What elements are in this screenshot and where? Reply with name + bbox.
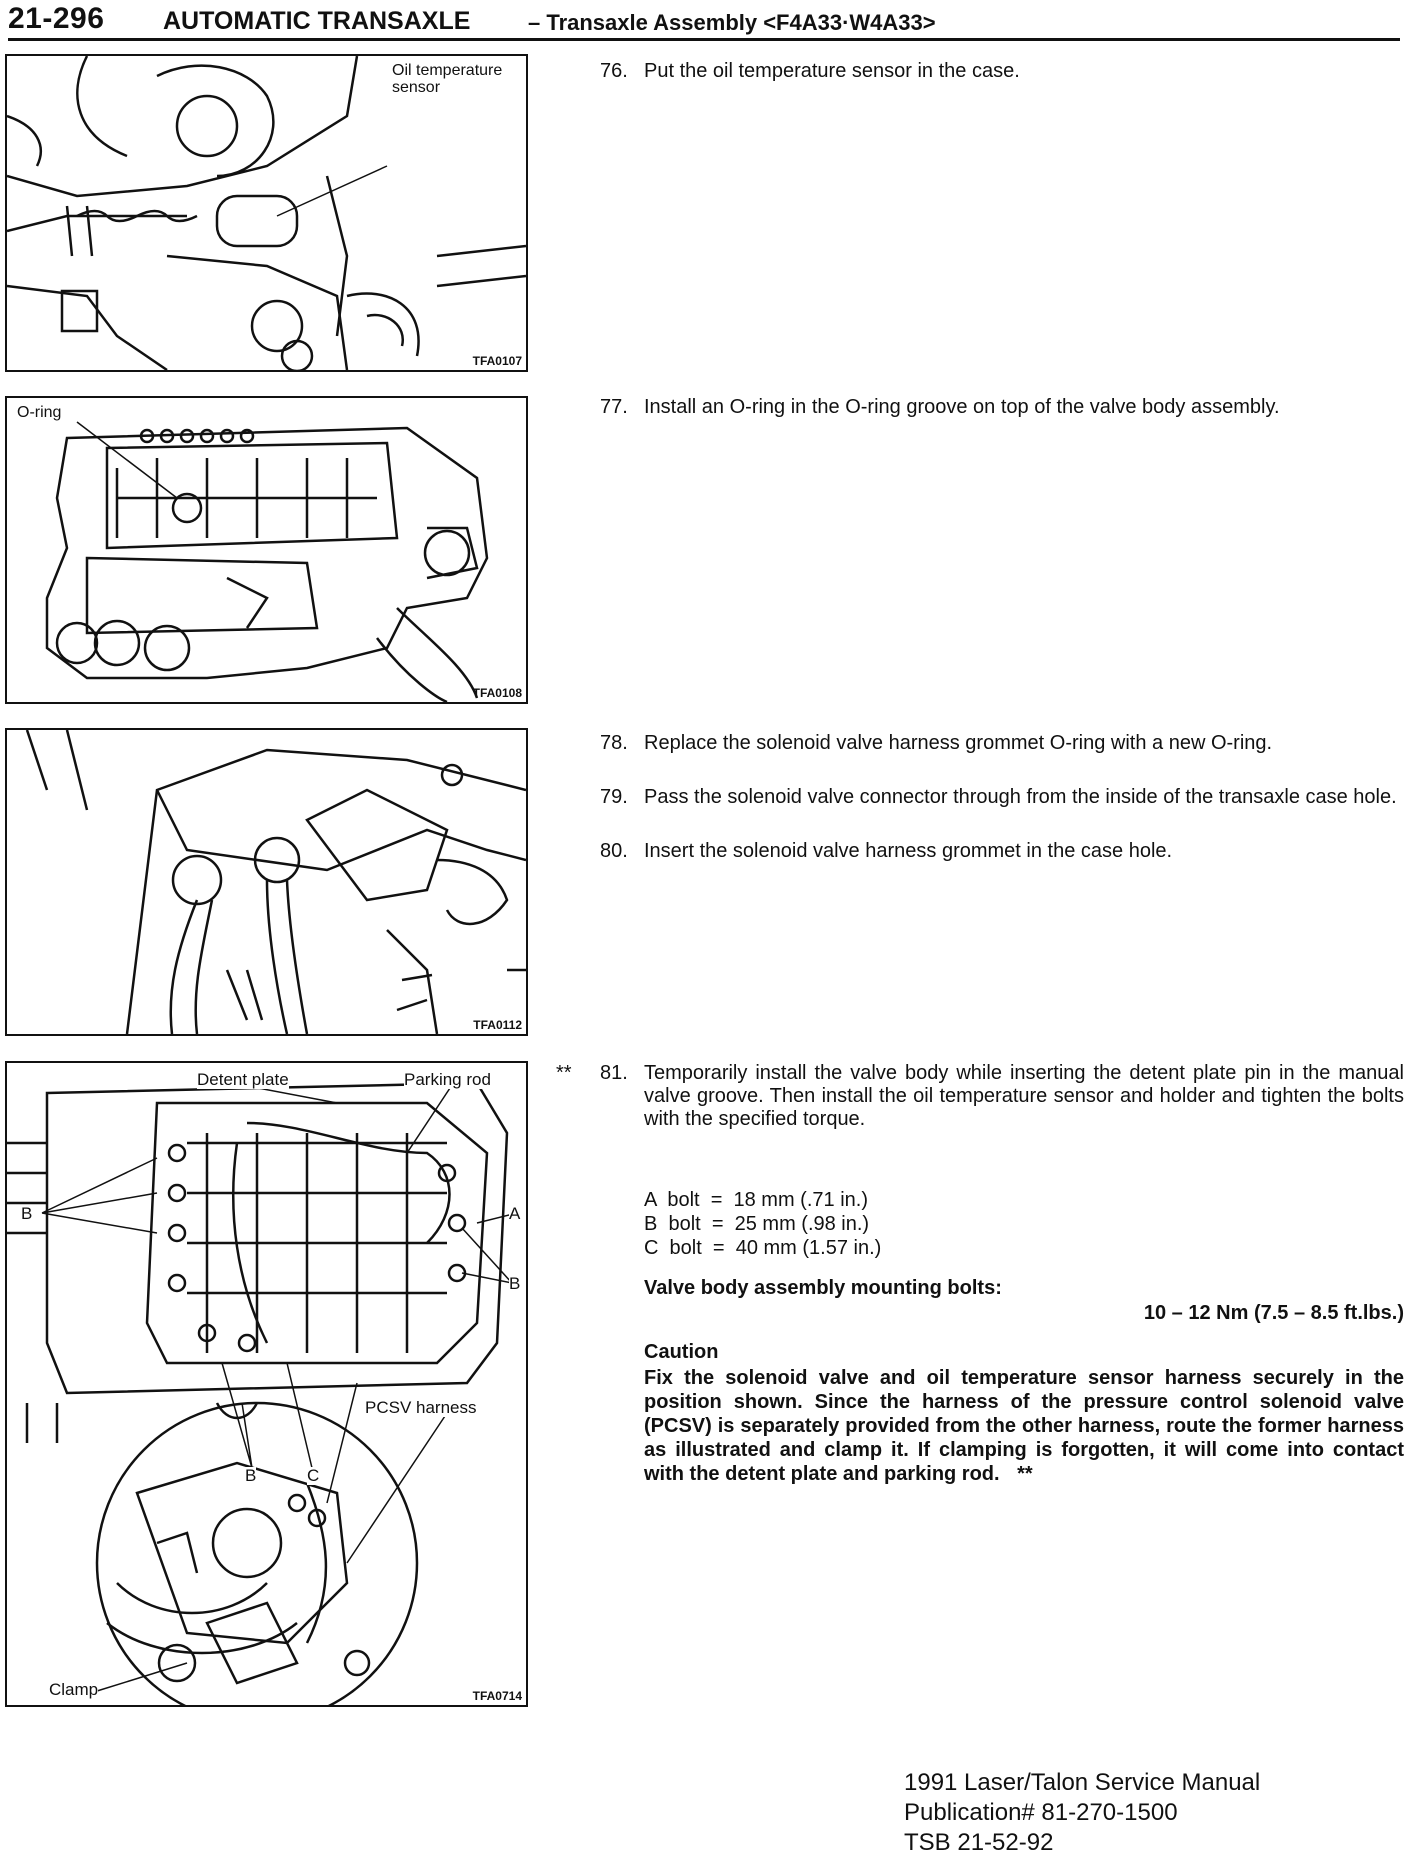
figure-3-illustration [7,730,526,1034]
page-number: 21-296 [8,2,105,35]
label-parking-rod: Parking rod [404,1070,491,1089]
footer-publication: Publication# 81-270-1500 [904,1799,1178,1826]
page-header [8,2,1400,41]
torque-value: 10 – 12 Nm (7.5 – 8.5 ft.lbs.) [1143,1302,1404,1324]
caution-text: Fix the solenoid valve and oil temperature sensor harness securely in the position shown. Since the harness of the pressure control solenoid valve (PCSV) is separately provided from the other harness, route the former harness as illustrated and clamp it. If clamping is forgotten, it will come into contact with the detent plate and parking rod. ** [644,1367,1404,1485]
figure-code: TFA0112 [473,1018,522,1032]
figure-solenoid-harness-grommet [5,728,528,1036]
end-revision-marker: ** [1017,1463,1033,1485]
label-b-right: B [509,1274,521,1293]
bolt-a-spec: A bolt = 18 mm (.71 in.) [644,1189,868,1211]
figure-valve-body-mounting [5,1061,528,1707]
figure-code: TFA0714 [472,1689,522,1703]
figure-oil-temperature-sensor [5,54,528,372]
label-clamp: Clamp [49,1680,99,1699]
label-detent-plate: Detent plate [197,1070,289,1089]
caution-heading: Caution [644,1341,719,1363]
bolt-b-spec: B bolt = 25 mm (.98 in.) [644,1213,870,1235]
footer-manual-title: 1991 Laser/Talon Service Manual [904,1769,1261,1796]
section-title: AUTOMATIC TRANSAXLE [163,7,471,35]
figure-4-illustration [7,1063,526,1705]
label-o-ring: O-ring [17,404,62,421]
footer [904,1768,1260,1858]
label-oil-temperature-sensor: Oil temperature sensor [392,62,520,96]
figure-2-illustration [7,398,526,702]
revision-marker: ** [556,1062,572,1084]
figure-code: TFA0108 [472,686,522,700]
figure-code: TFA0107 [472,354,522,368]
label-b-left: B [21,1204,33,1223]
label-a: A [509,1204,521,1223]
subsection-title: – Transaxle Assembly <F4A33·W4A33> [528,10,936,35]
figure-o-ring [5,396,528,704]
label-c: C [307,1466,320,1485]
figure-1-illustration [7,56,526,370]
bolt-c-spec: C bolt = 40 mm (1.57 in.) [644,1237,882,1259]
footer-tsb: TSB 21-52-92 [904,1829,1054,1856]
torque-label: Valve body assembly mounting bolts: [644,1277,1002,1299]
label-b-bottom: B [245,1466,257,1485]
label-pcsv-harness: PCSV harness [365,1398,477,1417]
